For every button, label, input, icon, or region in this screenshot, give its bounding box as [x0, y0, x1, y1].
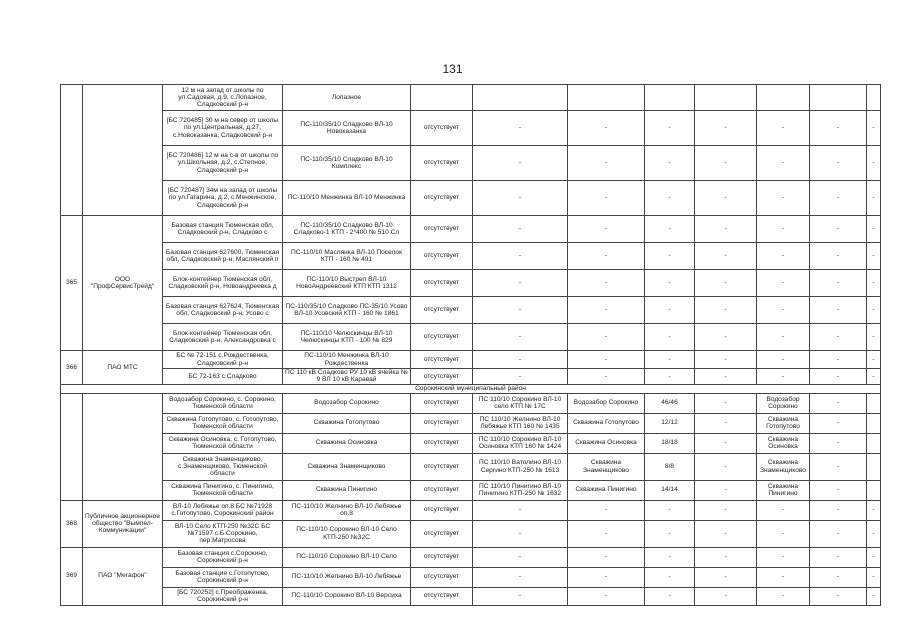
table-cell: -: [695, 146, 757, 181]
table-cell: [810, 85, 867, 111]
table-cell: -: [810, 500, 867, 520]
table-cell: -: [645, 351, 695, 369]
table-cell: [568, 85, 645, 111]
table-cell: отсутствует: [411, 111, 473, 146]
table-cell: [867, 85, 881, 111]
table-cell: отсутствует: [411, 216, 473, 243]
table-cell: -: [568, 520, 645, 547]
table-cell: отсутствует: [411, 181, 473, 216]
table-row: [61, 547, 881, 567]
table-cell: Скважина Осиновка: [283, 433, 411, 453]
table-cell: -: [810, 351, 867, 369]
table-cell: -: [757, 547, 810, 567]
table-cell: -: [568, 369, 645, 385]
table-row: [61, 181, 881, 216]
table-cell: Базовая станция с.Готопутово, Сорокинский р-н: [163, 567, 283, 587]
table-cell: Водозабор Сорокино: [283, 393, 411, 413]
table-cell: отсутствует: [411, 520, 473, 547]
table-cell: -: [473, 181, 568, 216]
table-cell: [757, 85, 810, 111]
table-cell: ПС-110/10 Сорокино ВЛ-10 Село: [283, 547, 411, 567]
table-cell: -: [810, 216, 867, 243]
table-cell: ПС 110/10 Сорокино ВЛ-10 Осиновка КТП 160 № 1424: [473, 433, 568, 453]
table-cell: -: [757, 270, 810, 297]
table-cell: -: [695, 216, 757, 243]
table-cell: ООО "ПрофСервисТрейд": [83, 216, 163, 351]
table-cell: -: [695, 243, 757, 270]
table-cell: -: [473, 270, 568, 297]
table-cell: ПС-110/10 Менжинка ВЛ-10 Менжинка: [283, 181, 411, 216]
table-cell: -: [695, 587, 757, 605]
table-cell: -: [867, 146, 881, 181]
table-row: [61, 111, 881, 146]
table-cell: -: [757, 351, 810, 369]
table-cell: -: [645, 567, 695, 587]
table-cell: [695, 85, 757, 111]
table-row: [61, 85, 881, 111]
table-cell: -: [568, 297, 645, 324]
table-cell: -: [757, 181, 810, 216]
table-cell: [867, 480, 881, 500]
table-cell: Базовая станция Тюменская обл, Сладковский р-н, Сладково с: [163, 216, 283, 243]
table-cell: ПС 110/10 Желнино ВЛ-10 Лебяжье КТП 160 № 1435: [473, 413, 568, 433]
table-cell: -: [757, 587, 810, 605]
table-cell: [867, 433, 881, 453]
table-cell: -: [867, 567, 881, 587]
table-cell: ПС 110/10 Ватолино ВЛ-10 Сергино КТП-250 № 1613: [473, 453, 568, 480]
table-cell: отсутствует: [411, 500, 473, 520]
table-cell: Блок-контейнер Тюменская обл, Сладковский р-н, Новоандреевка д: [163, 270, 283, 297]
table-cell: Скважина Знаменщиково: [757, 453, 810, 480]
table-cell: -: [473, 111, 568, 146]
table-cell: -: [810, 146, 867, 181]
table-cell: -: [695, 324, 757, 351]
table-cell: 12 м на запад от школы по ул.Садовая, д.9, с.Лопазное, Сладковский р-н: [163, 85, 283, 111]
table-cell: -: [757, 243, 810, 270]
table-cell: Скважина Знаменщиково: [283, 453, 411, 480]
table-cell: Базовая станция 627624, Тюменская обл, Сладковский р-н, Усово с: [163, 297, 283, 324]
table-cell: -: [695, 297, 757, 324]
table-cell: -: [645, 111, 695, 146]
table-cell: -: [867, 520, 881, 547]
table-cell: -: [810, 547, 867, 567]
table-cell: [83, 393, 163, 500]
table-row: [61, 324, 881, 351]
table-cell: [867, 413, 881, 433]
table-row: [61, 500, 881, 520]
table-cell: -: [867, 181, 881, 216]
table-cell: ПС-110/10 Желнино ВЛ-10 Лебяжье: [283, 567, 411, 587]
table-cell: Лопазное: [283, 85, 411, 111]
table-cell: -: [757, 567, 810, 587]
table-cell: 12/12: [645, 413, 695, 433]
table-cell: отсутствует: [411, 324, 473, 351]
table-cell: Базовая станция 627600, Тюменская обл, Сладковский р-н, Маслянский п: [163, 243, 283, 270]
table-cell: -: [695, 547, 757, 567]
page-number: 131: [442, 62, 463, 76]
table-cell: Скважина Осиновка, с. Готопутово, Тюменской области: [163, 433, 283, 453]
table-cell: -: [645, 216, 695, 243]
table-cell: -: [645, 587, 695, 605]
table-cell: -: [695, 567, 757, 587]
table-cell: -: [695, 369, 757, 385]
table-cell: [БС 720252] с.Преображенка, Сорокинский р-н: [163, 587, 283, 605]
table-cell: ПС-110/10 Менжинка ВЛ-10 Рождественка: [283, 351, 411, 369]
table-row: [61, 270, 881, 297]
table-cell: отсутствует: [411, 480, 473, 500]
table-cell: -: [473, 297, 568, 324]
table-cell: [БС 720485] 30 м на север от школы по ул.Центральная, д.27, с.Новоказанка, Сладковский р-н: [163, 111, 283, 146]
table-cell: -: [810, 587, 867, 605]
table-cell: Водозабор Сорокино: [757, 393, 810, 413]
table-cell: -: [568, 587, 645, 605]
capacity-table: [60, 84, 881, 606]
table-row: [61, 480, 881, 500]
table-cell: -: [568, 243, 645, 270]
table-cell: отсутствует: [411, 369, 473, 385]
table-cell: -: [810, 369, 867, 385]
district-section-label: Сорокинский муниципальный район: [61, 384, 881, 393]
table-cell: [61, 393, 83, 500]
table-cell: ПАО МТС: [83, 351, 163, 385]
table-cell: ВЛ-10 Село КТП-250 №32С БС №71597 с.Б Сорокино, пер.Матросова: [163, 520, 283, 547]
table-cell: Скважина Готопутово: [757, 413, 810, 433]
table-cell: 14/14: [645, 480, 695, 500]
table-cell: отсутствует: [411, 243, 473, 270]
table-cell: -: [695, 181, 757, 216]
table-cell: Скважина Готопутово: [283, 413, 411, 433]
table-cell: Базовая станция с.Сорокино, Сорокинский р-н: [163, 547, 283, 567]
table-cell: -: [568, 216, 645, 243]
table-row: [61, 146, 881, 181]
table-row: [61, 351, 881, 369]
table-cell: ПС 110/10 Сорокино ВЛ-10 село КТП № 17С: [473, 393, 568, 413]
table-row: [61, 520, 881, 547]
table-cell: -: [695, 453, 757, 480]
table-cell: -: [473, 243, 568, 270]
table-cell: [БС 720486] 12 м на с-в от школы по ул.Школьная, д.2, с.Степное, Сладковский р-н: [163, 146, 283, 181]
table-cell: Скважина Пинигино, с. Пинигино, Тюменской области: [163, 480, 283, 500]
table-cell: -: [867, 297, 881, 324]
table-cell: -: [473, 567, 568, 587]
table-cell: -: [810, 413, 867, 433]
table-cell: отсутствует: [411, 351, 473, 369]
table-cell: -: [568, 270, 645, 297]
table-cell: -: [757, 520, 810, 547]
table-cell: ПС-110/10 Маслянка ВЛ-10 Поселок КТП - 160 № 491: [283, 243, 411, 270]
table-row: [61, 243, 881, 270]
table-cell: -: [757, 216, 810, 243]
table-cell: -: [645, 369, 695, 385]
table-row: [61, 369, 881, 385]
table-cell: -: [867, 243, 881, 270]
table-cell: -: [473, 587, 568, 605]
table-row: [61, 413, 881, 433]
table-cell: отсутствует: [411, 433, 473, 453]
table-cell: Водозабор Сорокино, с. Сорокино, Тюменской области: [163, 393, 283, 413]
table-cell: -: [867, 111, 881, 146]
table-cell: Скважина Пинигино: [568, 480, 645, 500]
table-cell: 18/18: [645, 433, 695, 453]
table-cell: отсутствует: [411, 567, 473, 587]
table-cell: -: [867, 547, 881, 567]
table-cell: ПС-110/10 Сорокино ВЛ-10 Село КТП-250 №32С: [283, 520, 411, 547]
table-cell: 368: [61, 500, 83, 547]
table-cell: -: [568, 111, 645, 146]
table-cell: -: [695, 480, 757, 500]
table-cell: отсутствует: [411, 270, 473, 297]
table-cell: 369: [61, 547, 83, 605]
table-cell: -: [695, 520, 757, 547]
table-cell: -: [473, 547, 568, 567]
table-cell: Скважина Готопутово: [568, 413, 645, 433]
table-cell: -: [810, 480, 867, 500]
table-cell: -: [867, 324, 881, 351]
table-cell: Водозабор Сорокино: [568, 393, 645, 413]
table-cell: -: [568, 324, 645, 351]
table-row: [61, 453, 881, 480]
table-cell: -: [645, 520, 695, 547]
table-cell: 46/46: [645, 393, 695, 413]
table-cell: Публичное акционерное общество "Вымпел-Коммуникации": [83, 500, 163, 547]
table-row: [61, 433, 881, 453]
table-cell: -: [473, 351, 568, 369]
table-cell: -: [568, 547, 645, 567]
table-cell: ПС-110/10 Челюскинцы ВЛ-10 Челюскинцы КТП - 100 № 829: [283, 324, 411, 351]
table-cell: ПС-110/35/10 Сладково ВЛ-10 Сладково-1 КТП - 2*400 № 510 Сл: [283, 216, 411, 243]
table-cell: [61, 85, 83, 216]
table-cell: БС № 72-151 с.Рождественка, Сладковский р-н: [163, 351, 283, 369]
table-cell: -: [695, 500, 757, 520]
table-cell: -: [473, 216, 568, 243]
table-cell: Скважина Знаменщиково, с.Знаменщиково, Тюменской области: [163, 453, 283, 480]
table-cell: -: [810, 324, 867, 351]
table-cell: -: [810, 243, 867, 270]
table-cell: [83, 85, 163, 216]
table-cell: -: [757, 146, 810, 181]
table-cell: -: [568, 181, 645, 216]
table-cell: -: [757, 111, 810, 146]
table-cell: ПС-110/35/10 Сладково ПС-35/10 Усово ВЛ-10 Усовский КТП - 160 № 1861: [283, 297, 411, 324]
table-cell: -: [867, 500, 881, 520]
table-cell: -: [810, 453, 867, 480]
table-cell: ПС 110 кВ Сладково РУ 10 кВ ячейка № 9 ВЛ 10 кВ Каравай: [283, 369, 411, 385]
table-cell: -: [645, 500, 695, 520]
table-cell: -: [867, 351, 881, 369]
table-cell: -: [645, 547, 695, 567]
table-cell: 366: [61, 351, 83, 385]
table-cell: -: [810, 297, 867, 324]
table-cell: -: [867, 216, 881, 243]
table-cell: -: [568, 351, 645, 369]
table-cell: -: [757, 369, 810, 385]
table-cell: -: [695, 111, 757, 146]
table-cell: -: [695, 393, 757, 413]
table-cell: отсутствует: [411, 393, 473, 413]
table-cell: [473, 85, 568, 111]
table-cell: ПС-110/35/10 Сладково ВЛ-10 Комплекс: [283, 146, 411, 181]
table-cell: Скважина Осиновка: [568, 433, 645, 453]
table-row: [61, 567, 881, 587]
table-cell: Скважина Пинигино: [757, 480, 810, 500]
table-cell: -: [867, 587, 881, 605]
table-cell: -: [568, 146, 645, 181]
table-cell: БС 72-163 с.Сладково: [163, 369, 283, 385]
table-cell: отсутствует: [411, 453, 473, 480]
table-cell: ПС-110/10 Выстрел ВЛ-10 НовоАндреевский КТП КТП 1312: [283, 270, 411, 297]
table-cell: -: [645, 297, 695, 324]
table-cell: [БС 720487] 34м на запад от школы по ул.Гагарина, д.2, с.Менжинское, Сладковский р-н: [163, 181, 283, 216]
table-cell: -: [695, 433, 757, 453]
table-cell: [411, 85, 473, 111]
table-cell: [867, 393, 881, 413]
table-row: [61, 216, 881, 243]
table-cell: -: [645, 270, 695, 297]
table-cell: -: [695, 351, 757, 369]
table-cell: ПС 110/10 Пинигино ВЛ-10 Пинигино КТП-250 № 1632: [473, 480, 568, 500]
table-cell: -: [695, 270, 757, 297]
table-cell: Скважина Пинигино: [283, 480, 411, 500]
table-cell: -: [473, 324, 568, 351]
table-cell: Скважина Осиновка: [757, 433, 810, 453]
table-cell: -: [810, 111, 867, 146]
table-cell: -: [568, 567, 645, 587]
table-cell: Блок-контейнер Тюменская обл, Сладковский р-н, Александровка с: [163, 324, 283, 351]
table-cell: -: [810, 433, 867, 453]
table-cell: -: [473, 369, 568, 385]
table-cell: -: [473, 520, 568, 547]
table-cell: отсутствует: [411, 297, 473, 324]
table-cell: [645, 85, 695, 111]
table-cell: -: [757, 324, 810, 351]
table-cell: отсутствует: [411, 547, 473, 567]
table-cell: 8/8: [645, 453, 695, 480]
table-cell: -: [645, 324, 695, 351]
table-cell: -: [645, 181, 695, 216]
table-cell: -: [473, 146, 568, 181]
table-cell: ВЛ-10 Лебяжье оп.8 БС №71928 с.Готопутово, Сорокинский район: [163, 500, 283, 520]
table-cell: -: [810, 181, 867, 216]
table-row: [61, 587, 881, 605]
table-row: [61, 297, 881, 324]
table-cell: -: [695, 413, 757, 433]
table-row: [61, 393, 881, 413]
table-cell: -: [473, 500, 568, 520]
table-cell: -: [810, 393, 867, 413]
table-cell: отсутствует: [411, 146, 473, 181]
table-cell: ПАО "Мегафон": [83, 547, 163, 605]
table-cell: -: [810, 567, 867, 587]
table-cell: -: [568, 500, 645, 520]
table-cell: -: [645, 146, 695, 181]
table-cell: ПС-110/10 Желнино ВЛ-10 Лебяжье оп.8: [283, 500, 411, 520]
table-cell: ПС-110/35/10 Сладково ВЛ-10 Новоказанка: [283, 111, 411, 146]
table-cell: -: [645, 243, 695, 270]
table-cell: Скважина Знаменщиково: [568, 453, 645, 480]
table-cell: ПС-110/10 Сорокино ВЛ-10 Версиха: [283, 587, 411, 605]
table-cell: -: [757, 500, 810, 520]
table-cell: -: [867, 270, 881, 297]
table-cell: -: [867, 369, 881, 385]
table-cell: Скважина Готопутово, с. Готопутово, Тюменской области: [163, 413, 283, 433]
table-cell: -: [810, 520, 867, 547]
table-cell: [867, 453, 881, 480]
table-cell: -: [757, 297, 810, 324]
table-cell: отсутствует: [411, 587, 473, 605]
table-cell: отсутствует: [411, 413, 473, 433]
table-cell: 365: [61, 216, 83, 351]
table-cell: -: [810, 270, 867, 297]
